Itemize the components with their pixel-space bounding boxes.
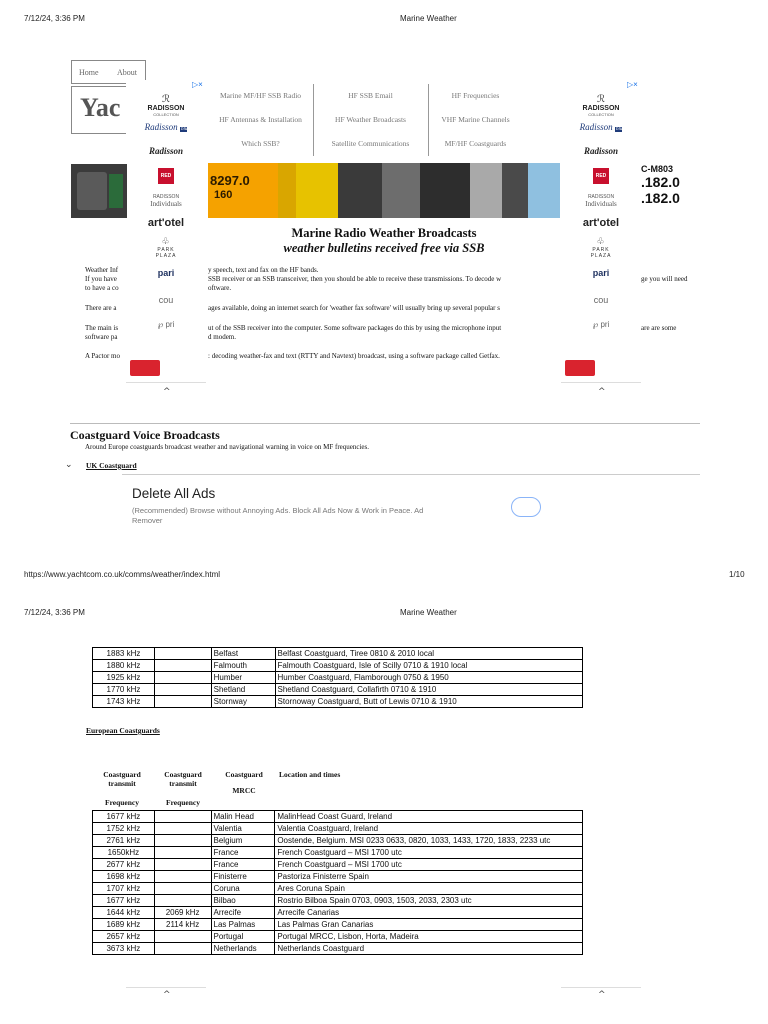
table-cell: Belfast	[211, 648, 275, 660]
table-cell	[154, 684, 211, 696]
table-cell	[154, 811, 211, 823]
table-cell	[154, 883, 211, 895]
table-cell: Stornway	[211, 696, 275, 708]
table-cell: Valentia Coastguard, Ireland	[275, 823, 583, 835]
radio-display-right: C-M803 .182.0 .182.0	[641, 164, 699, 218]
body-text: oftware.	[208, 284, 232, 292]
table-cell	[154, 696, 211, 708]
table-cell: 1644 kHz	[93, 907, 155, 919]
table-cell: Humber Coastguard, Flamborough 0750 & 1950	[275, 672, 582, 684]
body-text: If you have	[85, 275, 117, 283]
radio-photo-tile	[278, 163, 296, 218]
table-cell: 1925 kHz	[93, 672, 155, 684]
chevron-down-icon[interactable]: ⌄	[65, 460, 73, 470]
page-title: Marine Radio Weather Broadcasts	[291, 226, 477, 240]
delete-ads-banner[interactable]	[122, 480, 536, 530]
collapse-chevron-icon[interactable]: ^	[598, 387, 606, 397]
menu-item[interactable]: HF Frequencies	[451, 91, 500, 100]
table-cell	[154, 931, 211, 943]
print-datetime: 7/12/24, 3:36 PM	[24, 14, 85, 23]
table-row	[93, 660, 583, 672]
column-header: Location and times	[279, 770, 341, 779]
table-cell	[154, 895, 211, 907]
body-text: The main is	[85, 324, 119, 332]
left-ad-column[interactable]	[126, 80, 206, 397]
table-cell: France	[211, 859, 275, 871]
table-row	[93, 684, 583, 696]
table-cell: MalinHead Coast Guard, Ireland	[275, 811, 583, 823]
body-text: There are a	[85, 304, 117, 312]
radio-lcd-display: 8297.0 160	[208, 163, 278, 218]
radisson-red-logo: RED	[126, 168, 206, 184]
table-cell: 2657 kHz	[93, 931, 155, 943]
table-cell	[154, 648, 211, 660]
radio-photo-tile	[338, 163, 382, 218]
table-cell: 1677 kHz	[93, 895, 155, 907]
table-cell: Ares Coruna Spain	[275, 883, 583, 895]
table-cell: 1743 kHz	[93, 696, 155, 708]
table-row	[93, 895, 583, 907]
body-text: software pa	[85, 333, 118, 341]
radisson-logo: Radisson	[148, 146, 183, 156]
table-cell: 1677 kHz	[93, 811, 155, 823]
table-cell: Malin Head	[211, 811, 275, 823]
table-cell: 2114 kHz	[154, 919, 211, 931]
body-text: y speech, text and fax on the HF bands.	[208, 266, 319, 274]
table-cell: Las Palmas	[211, 919, 275, 931]
table-cell: 1770 kHz	[93, 684, 155, 696]
radio-banner	[208, 163, 560, 218]
table-row	[93, 811, 583, 823]
country-inn-logo: cou	[593, 295, 609, 305]
table-cell: Falmouth	[211, 660, 275, 672]
table-cell: Las Palmas Gran Canarias	[275, 919, 583, 931]
delete-ads-body: (Recommended) Browse without Annoying Ads. Block All Ads Now & Work in Peace. Ad Remover	[132, 506, 424, 525]
radio-photo-left	[71, 164, 127, 218]
table-cell: Coruna	[211, 883, 275, 895]
table-cell: Netherlands	[211, 943, 275, 955]
body-text: to have a co	[85, 284, 119, 292]
table-cell: 2069 kHz	[154, 907, 211, 919]
column-header: Coastguard MRCC	[225, 770, 263, 795]
radio-photo-tile	[420, 163, 470, 218]
adchoices-icon[interactable]: ▷×	[627, 80, 638, 89]
table-cell: 2677 kHz	[93, 859, 155, 871]
section-divider	[122, 474, 700, 475]
table-cell	[154, 823, 211, 835]
uk-coastguard-table	[92, 647, 583, 708]
park-inn-logo: pari	[592, 268, 610, 278]
country-inn-logo: cou	[158, 295, 174, 305]
body-text: are are some	[641, 324, 677, 332]
table-row	[93, 835, 583, 847]
print-url: https://www.yachtcom.co.uk/comms/weather/index.html	[24, 570, 221, 579]
site-menu	[208, 84, 516, 156]
body-text: Weather Inf	[85, 266, 119, 274]
collapse-chevron-icon[interactable]: ^	[163, 387, 171, 397]
delete-ads-title: Delete All Ads	[132, 486, 216, 501]
radisson-individuals-logo: RADISSON Individuals	[585, 194, 617, 208]
table-row	[93, 847, 583, 859]
table-row	[93, 943, 583, 955]
table-row	[93, 919, 583, 931]
column-header: Coastguard transmit Frequency	[164, 770, 202, 807]
body-text: ages available, doing an internet search for 'weather fax software' will usually bring up several popular s	[208, 304, 500, 312]
menu-item[interactable]: MF/HF Coastguards	[444, 139, 507, 148]
european-coastguard-table	[92, 810, 583, 955]
body-text: ge you will need	[641, 275, 688, 283]
table-cell: 1707 kHz	[93, 883, 155, 895]
table-row	[93, 859, 583, 871]
table-cell: Belgium	[211, 835, 275, 847]
table-cell: 1689 kHz	[93, 919, 155, 931]
table-cell: Finisterre	[211, 871, 275, 883]
table-cell: French Coastguard – MSI 1700 utc	[275, 847, 583, 859]
table-cell: Falmouth Coastguard, Isle of Scilly 0710 & 1910 local	[275, 660, 582, 672]
delete-ads-toggle[interactable]	[511, 497, 541, 517]
table-cell	[154, 672, 211, 684]
radisson-blu-logo: Radisson blu	[144, 122, 188, 132]
table-cell	[154, 847, 211, 859]
table-cell	[154, 859, 211, 871]
radisson-blu-logo: Radisson blu	[579, 122, 623, 132]
radio-photo-tile	[470, 163, 502, 218]
collapse-chevron-icon[interactable]: ^	[163, 990, 171, 1000]
nav-home-link[interactable]: Home	[79, 68, 99, 77]
uk-coastguard-link[interactable]: UK Coastguard	[86, 461, 137, 470]
table-row	[93, 883, 583, 895]
print-page-number: 1/10	[729, 570, 745, 579]
table-row	[93, 672, 583, 684]
radisson-red-logo: RED	[561, 168, 641, 184]
menu-item[interactable]: Satellite Communications	[331, 139, 410, 148]
table-cell: 3673 kHz	[93, 943, 155, 955]
table-row	[93, 823, 583, 835]
park-plaza-logo: ♧ PARK PLAZA	[590, 236, 612, 259]
menu-item[interactable]: HF Weather Broadcasts	[335, 115, 406, 124]
ad-cta-button[interactable]	[130, 360, 160, 376]
table-cell: 1883 kHz	[93, 648, 155, 660]
radio-photo-tile	[528, 163, 560, 218]
body-text: A Pactor mo	[85, 352, 120, 360]
artotel-logo: art'otel	[582, 217, 620, 229]
table-cell: Belfast Coastguard, Tiree 0810 & 2010 local	[275, 648, 582, 660]
print-title: Marine Weather	[400, 14, 457, 23]
table-cell	[154, 835, 211, 847]
table-cell: 1650kHz	[93, 847, 155, 859]
body-text: ut of the SSB receiver into the computer. Some software packages do this by using the microphone input	[208, 324, 502, 332]
radisson-collection-logo: ℛ RADISSON COLLECTION	[582, 94, 620, 117]
table-cell: Shetland Coastguard, Collafirth 0710 & 1910	[275, 684, 582, 696]
body-text: SSB receiver or an SSB transceiver, then you should be able to receive these transmissions. To decode w	[208, 275, 502, 283]
radisson-individuals-logo: RADISSON Individuals	[150, 194, 182, 208]
menu-item[interactable]: Marine MF/HF SSB Radio	[219, 91, 302, 100]
menu-item[interactable]: HF SSB Email	[348, 91, 393, 100]
european-coastguards-link[interactable]: European Coastguards	[86, 726, 160, 735]
coastguard-voice-heading: Coastguard Voice Broadcasts	[70, 428, 220, 442]
body-text: d modem.	[208, 333, 236, 341]
table-cell: Shetland	[211, 684, 275, 696]
table-cell: 1752 kHz	[93, 823, 155, 835]
table-cell: Rostrio Bilboa Spain 0703, 0903, 1503, 2033, 2303 utc	[275, 895, 583, 907]
nav-about-link[interactable]: About	[117, 68, 137, 77]
radio-photo-tile	[382, 163, 420, 218]
radisson-collection-logo: ℛ RADISSON COLLECTION	[147, 94, 185, 117]
table-cell: Arrecife	[211, 907, 275, 919]
table-row	[93, 696, 583, 708]
table-cell: Oostende, Belgium. MSI 0233 0633, 0820, 1033, 1433, 1720, 1833, 2233 utc	[275, 835, 583, 847]
table-cell: Stornoway Coastguard, Butt of Lewis 0710 & 1910	[275, 696, 582, 708]
table-cell: Arrecife Canarias	[275, 907, 583, 919]
radio-photo-tile	[502, 163, 528, 218]
table-row	[93, 931, 583, 943]
site-logo[interactable]	[71, 86, 129, 134]
print-datetime: 7/12/24, 3:36 PM	[24, 608, 85, 617]
table-row	[93, 648, 583, 660]
artotel-logo: art'otel	[147, 217, 185, 229]
collapse-chevron-icon[interactable]: ^	[598, 990, 606, 1000]
table-cell: 1880 kHz	[93, 660, 155, 672]
ad-cta-button[interactable]	[565, 360, 595, 376]
adchoices-icon[interactable]: ▷×	[192, 80, 203, 89]
table-cell: France	[211, 847, 275, 859]
right-ad-column[interactable]	[561, 80, 641, 397]
page-subtitle: weather bulletins received free via SSB	[283, 241, 485, 255]
menu-divider	[313, 84, 314, 156]
table-row	[93, 907, 583, 919]
radisson-logo: Radisson	[583, 146, 618, 156]
site-logo-text: Yac	[80, 93, 121, 122]
table-cell: 2761 kHz	[93, 835, 155, 847]
table-cell: Pastoriza Finisterre Spain	[275, 871, 583, 883]
table-cell: Bilbao	[211, 895, 275, 907]
table-cell: Portugal MRCC, Lisbon, Horta, Madeira	[275, 931, 583, 943]
table-cell	[154, 943, 211, 955]
section-divider	[70, 423, 700, 424]
print-title: Marine Weather	[400, 608, 457, 617]
table-cell: Valentia	[211, 823, 275, 835]
prizeotel-logo: ℘ pri	[157, 320, 175, 329]
table-cell: Humber	[211, 672, 275, 684]
column-header: Coastguard transmit Frequency	[103, 770, 141, 807]
park-plaza-logo: ♧ PARK PLAZA	[155, 236, 177, 259]
table-cell: French Coastguard – MSI 1700 utc	[275, 859, 583, 871]
table-cell: Netherlands Coastguard	[275, 943, 583, 955]
coastguard-intro: Around Europe coastguards broadcast weather and navigational warning in voice on MF frequencies.	[85, 443, 369, 451]
park-inn-logo: pari	[157, 268, 175, 278]
table-cell: 1698 kHz	[93, 871, 155, 883]
table-cell	[154, 660, 211, 672]
menu-item[interactable]: HF Antennas & Installation	[219, 115, 302, 124]
table-cell	[154, 871, 211, 883]
menu-item[interactable]: VHF Marine Channels	[441, 115, 510, 124]
body-text: : decoding weather-fax and text (RTTY and Navtext) broadcast, using a software package called Getfax.	[208, 352, 500, 360]
menu-item[interactable]: Which SSB?	[241, 139, 280, 148]
radio-photo-tile	[296, 163, 338, 218]
table-cell: Portugal	[211, 931, 275, 943]
table-row	[93, 871, 583, 883]
prizeotel-logo: ℘ pri	[592, 320, 610, 329]
